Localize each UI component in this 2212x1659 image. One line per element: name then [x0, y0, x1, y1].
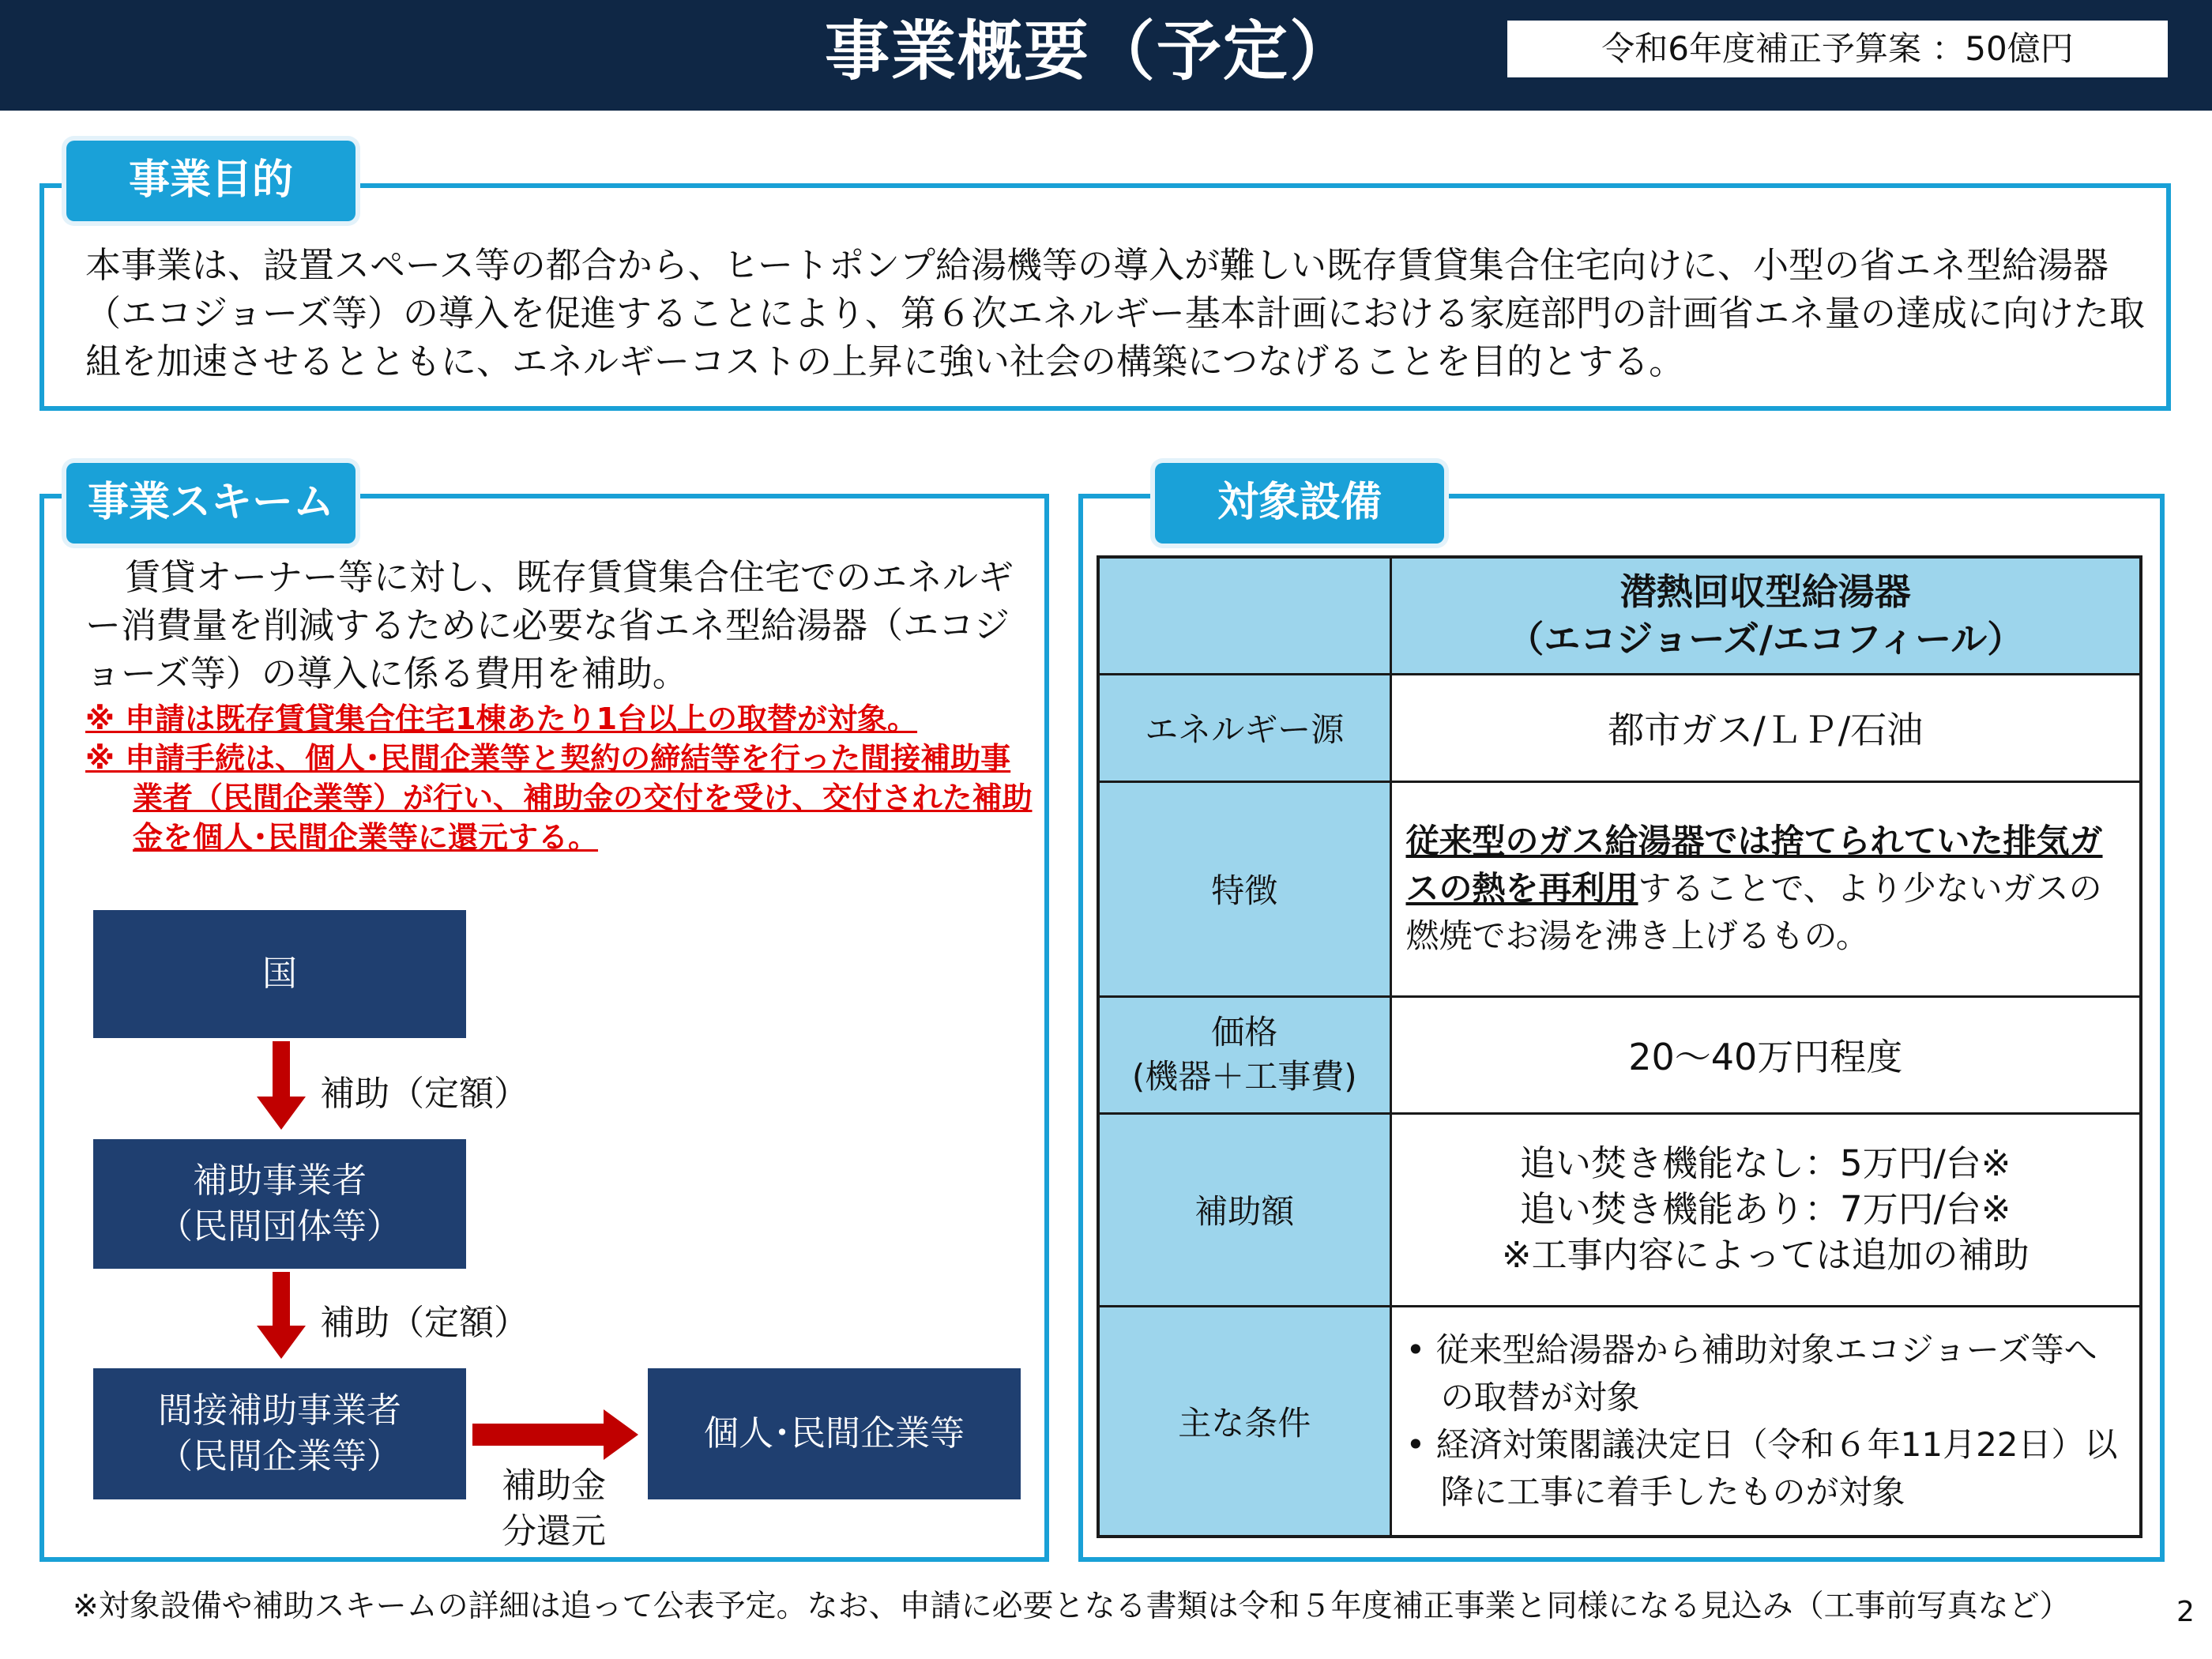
page-title: 事業概要（予定）	[824, 14, 1356, 89]
subsidy-line1: 追い焚き機能なし：5万円/台※	[1520, 1142, 2011, 1184]
equipment-row-conditions	[1098, 1306, 2141, 1537]
flow-recipient-label: 個人･民間企業等	[704, 1413, 965, 1454]
flow-arrow-3-label	[502, 1463, 606, 1555]
feature-label: 特徴	[1098, 781, 1390, 996]
price-label-line2: (機器＋工事費)	[1131, 1057, 1357, 1096]
flow-arrow-2-label: 補助（定額）	[320, 1303, 529, 1343]
footer-note: ※対象設備や補助スキームの詳細は追って公表予定。なお、申請に必要となる書類は令和５年度補正事業と同様になる見込み（工事前写真など）	[73, 1589, 2071, 1624]
flow-arrow-1-label: 補助（定額）	[320, 1074, 529, 1114]
flow-country-label: 国	[262, 954, 297, 994]
energy-value: 都市ガス/ＬＰ/石油	[1390, 674, 2141, 781]
equipment-header-row	[1098, 557, 2141, 674]
scheme-note-1: ※ 申請は既存賃貸集合住宅1棟あたり1台以上の取替が対象。	[85, 702, 918, 736]
subsidy-line3: ※工事内容によっては追加の補助	[1501, 1234, 2030, 1276]
flow-arrow-3-line1: 補助金	[502, 1465, 606, 1506]
equipment-tab: 対象設備	[1155, 463, 1444, 544]
equipment-row-price	[1098, 996, 2141, 1113]
price-label	[1098, 996, 1390, 1113]
flow-arrow-1	[273, 1041, 290, 1098]
budget-badge: 令和6年度補正予算案 ：50億円	[1507, 21, 2168, 77]
flow-subsidy-operator-line2: （民間団体等）	[158, 1206, 401, 1247]
equipment-row-feature	[1098, 781, 2141, 996]
equipment-row-energy	[1098, 674, 2141, 781]
condition-1: • 従来型給湯器から補助対象エコジョーズ等への取替が対象	[1405, 1330, 2097, 1416]
flow-arrow-2	[273, 1272, 290, 1327]
subsidy-label: 補助額	[1098, 1113, 1390, 1306]
flow-box-subsidy-operator	[93, 1139, 466, 1269]
equipment-header-cell	[1390, 557, 2141, 674]
scheme-note-2: ※ 申請手続は、個人･民間企業等と契約の締結等を行った間接補助事業者（民間企業等）が行い、補助金の交付を受け、交付された補助金を個人･民間企業等に還元する。	[85, 741, 1033, 855]
price-label-line1: 価格	[1211, 1013, 1278, 1051]
flow-box-country	[93, 910, 466, 1038]
condition-2: • 経済対策閣議決定日（令和６年11月22日）以降に工事に着手したものが対象	[1405, 1424, 2118, 1511]
feature-highlight: 従来型のガス給湯器では捨てられていた排気ガスの熱を再利用	[1405, 822, 2103, 908]
feature-rest: することで、より少ないガスの燃焼でお湯を沸き上げるもの。	[1405, 869, 2102, 955]
flow-indirect-operator-line1: 間接補助事業者	[158, 1390, 401, 1431]
scheme-text: 賃貸オーナー等に対し、既存賃貸集合住宅でのエネルギー消費量を削減するために必要な省エネ型給湯器（エコジョーズ等）の導入に係る費用を補助。	[85, 556, 1014, 694]
energy-label: エネルギー源	[1098, 674, 1390, 781]
purpose-tab: 事業目的	[66, 141, 356, 221]
equipment-header-line1: 潜熱回収型給湯器	[1620, 570, 1911, 614]
feature-value	[1390, 781, 2141, 996]
scheme-tab: 事業スキーム	[66, 463, 356, 544]
flow-arrow-3	[472, 1424, 605, 1446]
flow-indirect-operator-line2: （民間企業等）	[158, 1436, 401, 1477]
conditions-value	[1390, 1306, 2141, 1537]
flow-subsidy-operator-line1: 補助事業者	[193, 1161, 367, 1201]
subsidy-value	[1390, 1113, 2141, 1306]
equipment-table	[1097, 555, 2142, 1538]
flow-box-indirect-operator	[93, 1368, 466, 1499]
equipment-header-empty	[1098, 557, 1390, 674]
equipment-row-subsidy	[1098, 1113, 2141, 1306]
subsidy-line2: 追い焚き機能あり：7万円/台※	[1520, 1188, 2011, 1230]
conditions-label: 主な条件	[1098, 1306, 1390, 1537]
purpose-text: 本事業は、設置スペース等の都合から、ヒートポンプ給湯機等の導入が難しい既存賃貸集合住宅向けに、小型の省エネ型給湯器（エコジョーズ等）の導入を促進することにより、第６次エネルギー基本計画における家庭部門の計画省エネ量の達成に向けた取組を加速させるとともに、エネルギーコストの上昇に強い社会の構築につなげることを目的とする。	[85, 244, 2145, 382]
scheme-notes	[85, 699, 1033, 857]
price-value: 20～40万円程度	[1390, 996, 2141, 1113]
equipment-header-line2: （エコジョーズ/エコフィール）	[1507, 618, 2024, 661]
page-number: 2	[2176, 1596, 2195, 1628]
flow-arrow-3-line2: 分還元	[502, 1511, 606, 1552]
flow-box-recipient	[648, 1368, 1021, 1499]
